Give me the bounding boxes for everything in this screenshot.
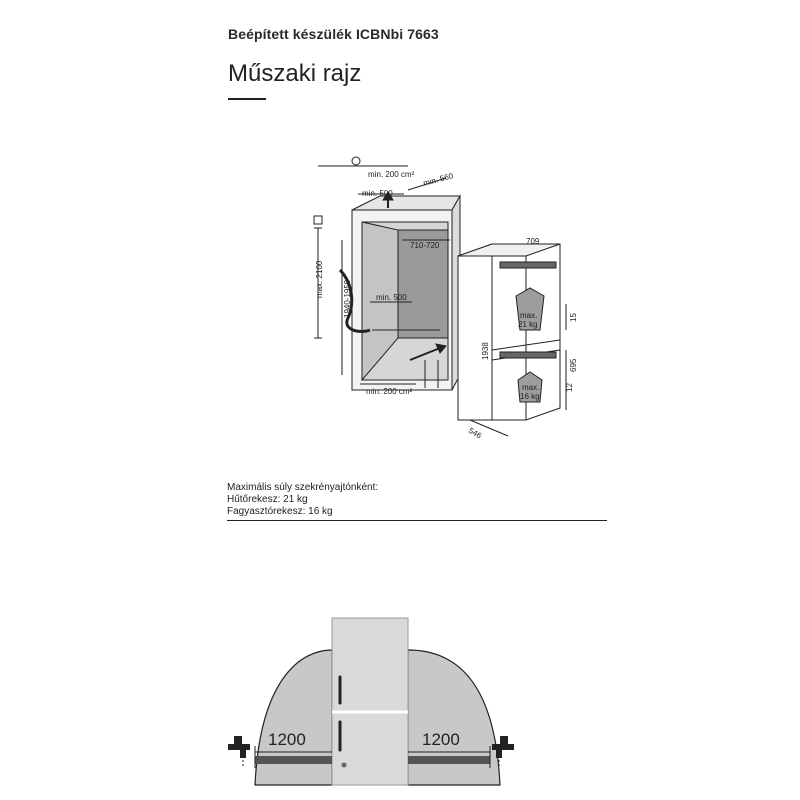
weight-info [227, 482, 378, 518]
left-tap-icon [228, 736, 250, 768]
dim-niche-depth: 710-720 [410, 241, 440, 250]
weight-heading: Maximális súly szekrényajtónként: [227, 482, 379, 493]
title-underline [228, 98, 266, 100]
freezer-weight-line2: 16 kg [520, 392, 540, 401]
product-title: Beépített készülék ICBNbi 7663 [228, 26, 439, 42]
door-swing-drawing [0, 600, 800, 800]
fridge-front [332, 618, 408, 785]
dim-max-height: max. 2100 [315, 260, 324, 298]
left-swing-arc [255, 650, 332, 785]
dim-min-depth: min. 560 [422, 171, 455, 188]
technical-drawing [300, 150, 600, 470]
dim-min-vent-top: min. 200 cm² [368, 170, 415, 179]
dim-niche-height: 1940-1950 [343, 279, 352, 318]
fridge-weight-line1: max. [520, 311, 538, 320]
weight-divider [227, 520, 607, 521]
dim-min-vent-top-width: min. 500 [362, 189, 393, 198]
dim-min-width-inner: min. 500 [376, 293, 407, 302]
freezer-weight-line1: max. [522, 383, 540, 392]
freezer-weight: Fagyasztórekesz: 16 kg [227, 506, 333, 517]
left-clearance-label: 1200 [268, 730, 306, 749]
dim-15: 15 [569, 313, 578, 322]
dim-12: 12 [565, 383, 574, 392]
dim-695: 695 [569, 358, 578, 372]
page-title: Műszaki rajz [228, 60, 362, 87]
dim-min-vent-bottom: min. 200 cm² [366, 387, 413, 396]
fridge-weight: Hűtőrekesz: 21 kg [227, 494, 308, 505]
left-floor-bar [255, 756, 332, 764]
right-floor-bar [408, 756, 490, 764]
right-clearance-label: 1200 [422, 730, 460, 749]
right-swing-arc [408, 650, 500, 785]
dim-appliance-width: 709 [526, 237, 540, 246]
dim-appliance-height: 1938 [481, 342, 490, 360]
dim-appliance-depth: 546 [467, 425, 484, 441]
fridge-weight-line2: 21 kg [518, 320, 538, 329]
